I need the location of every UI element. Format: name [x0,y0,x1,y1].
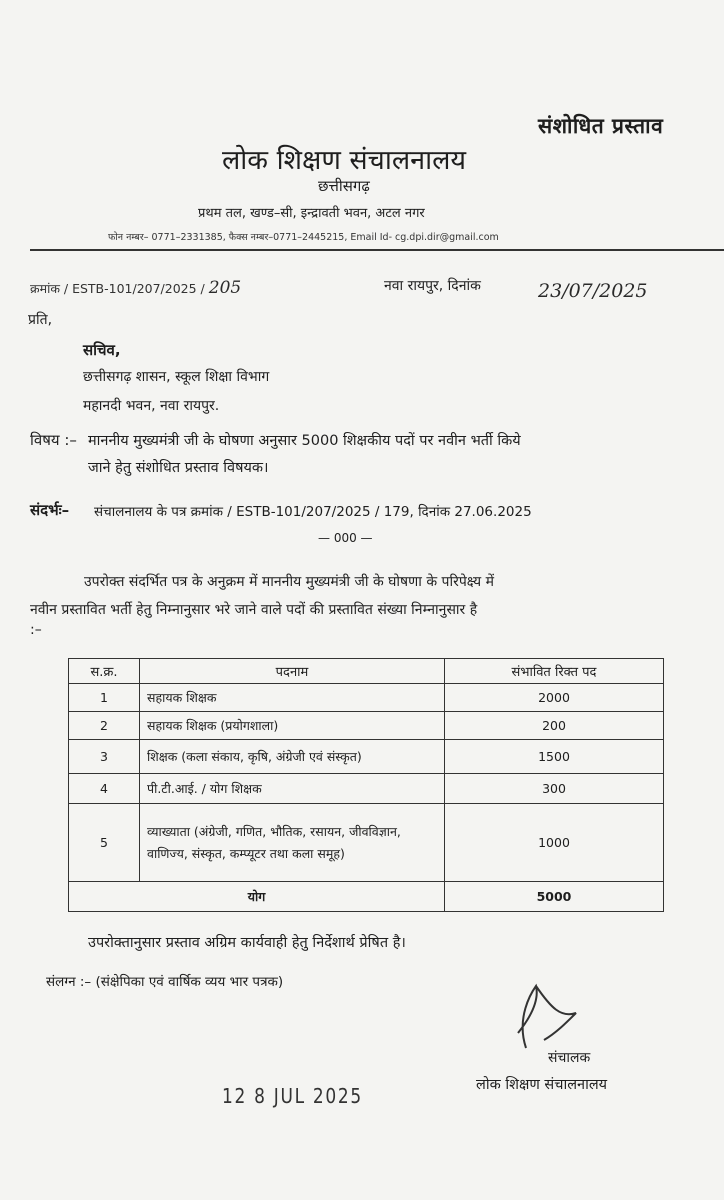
row-sn: 1 [69,684,140,712]
row-count: 2000 [445,684,664,712]
header-count: संभावित रिक्त पद [445,659,664,684]
ref-number [30,278,241,298]
signatory-designation: संचालक [548,1050,591,1066]
signatory-office: लोक शिक्षण संचालनालय [476,1077,608,1093]
letterhead-contact: फोन नम्बर– 0771–2331385, फैक्स नम्बर–0771–2445215, Email Id- cg.dpi.dir@gmail.com [108,232,499,243]
letterhead-rule [30,249,724,251]
row-sn: 5 [69,804,140,882]
row-sn: 2 [69,712,140,740]
closing-line: उपरोक्तानुसार प्रस्ताव अग्रिम कार्यवाही हेतु निर्देशार्थ प्रेषित है। [88,935,406,951]
row-post: सहायक शिक्षक (प्रयोगशाला) [140,712,445,740]
table-row [69,740,664,774]
ref-number-handwritten: 205 [208,278,242,298]
header-post: पदनाम [140,659,445,684]
addressee-line-2: महानदी भवन, नवा रायपुर. [83,398,220,414]
date-handwritten: 23/07/2025 [538,280,648,302]
row-count: 200 [445,712,664,740]
row-count: 1000 [445,804,664,882]
body-line-3: :– [30,622,42,638]
total-label: योग [69,882,445,912]
separator: — 000 — [318,531,373,545]
subject-line-2: जाने हेतु संशोधित प्रस्ताव विषयक। [88,460,269,476]
row-count: 1500 [445,740,664,774]
row-count: 300 [445,774,664,804]
reference-text: संचालनालय के पत्र क्रमांक / ESTB-101/207/2025 / 179, दिनांक 27.06.2025 [94,504,532,520]
signature-image [496,978,586,1058]
letterhead-address: प्रथम तल, खण्ड–सी, इन्द्रावती भवन, अटल नगर [198,206,425,221]
table-row [69,774,664,804]
table-total-row [69,882,664,912]
letterhead-title: लोक शिक्षण संचालनालय [222,145,467,176]
prati: प्रति, [28,312,53,328]
table-row [69,684,664,712]
place-date-label: नवा रायपुर, दिनांक [384,278,481,294]
subject-line-1: माननीय मुख्यमंत्री जी के घोषणा अनुसार 5000 शिक्षकीय पदों पर नवीन भर्ती किये [88,433,521,449]
row-post: सहायक शिक्षक [140,684,445,712]
table-row [69,712,664,740]
body-line-1: उपरोक्त संदर्भित पत्र के अनुक्रम में माननीय मुख्यमंत्री जी के घोषणा के परिपेक्ष्य में [84,574,494,590]
revised-proposal-label: संशोधित प्रस्ताव [538,114,664,138]
total-value: 5000 [445,882,664,912]
addressee-designation: सचिव, [83,341,121,359]
received-date-stamp: 12 8 JUL 2025 [222,1084,363,1108]
row-post: शिक्षक (कला संकाय, कृषि, अंग्रेजी एवं संस्कृत) [140,740,445,774]
row-sn: 4 [69,774,140,804]
table-header-row [69,659,664,684]
row-post: पी.टी.आई. / योग शिक्षक [140,774,445,804]
posts-table [68,658,664,912]
enclosure-line: संलग्न :– (संक्षेपिका एवं वार्षिक व्यय भार पत्रक) [46,974,284,990]
addressee-line-1: छत्तीसगढ़ शासन, स्कूल शिक्षा विभाग [83,369,270,385]
body-line-2: नवीन प्रस्तावित भर्ती हेतु निम्नानुसार भरे जाने वाले पदों की प्रस्तावित संख्या निम्नानुसार है [30,602,478,618]
reference-label: संदर्भः– [30,501,70,519]
letterhead-state: छत्तीसगढ़ [318,177,370,195]
ref-number-prefix: क्रमांक / ESTB-101/207/2025 / [30,281,205,296]
table-row [69,804,664,882]
row-sn: 3 [69,740,140,774]
header-sn: स.क्र. [69,659,140,684]
subject-label: विषय :– [30,431,77,449]
row-post: व्याख्याता (अंग्रेजी, गणित, भौतिक, रसायन, जीवविज्ञान, वाणिज्य, संस्कृत, कम्प्यूटर तथा कला समूह) [140,804,445,882]
